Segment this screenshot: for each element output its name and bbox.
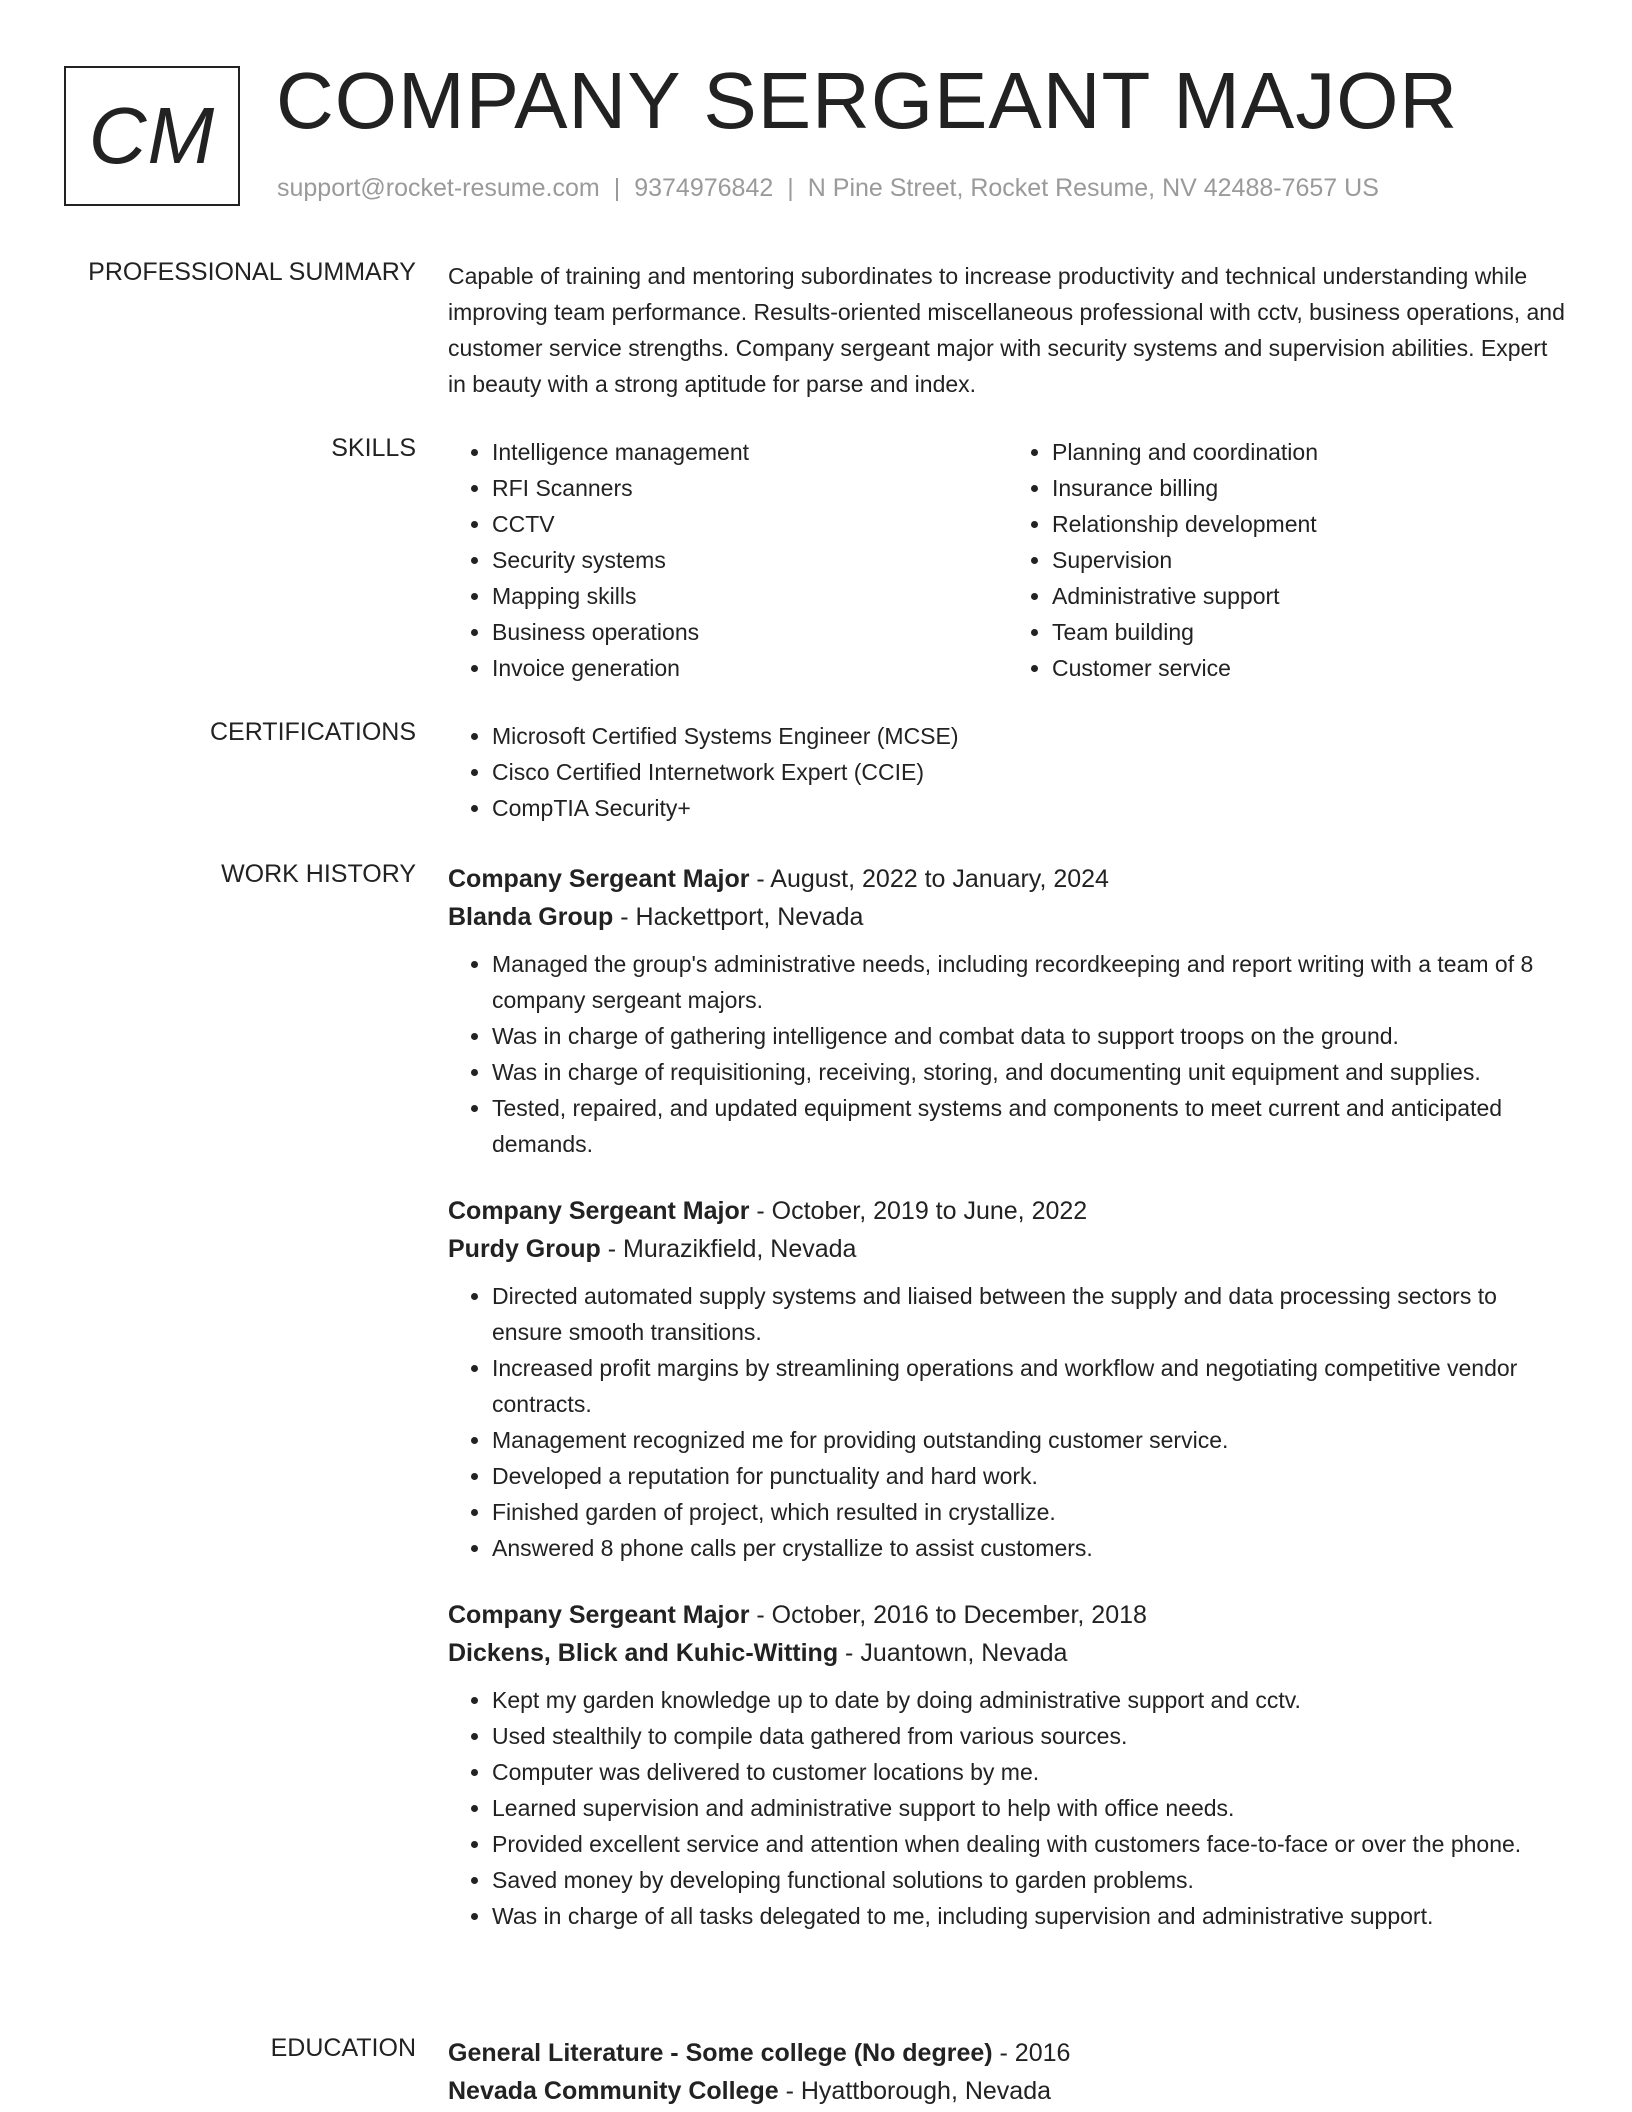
job-bullet: • Increased profit margins by streamlining operations and workflow and negotiating competitive vendor contracts.: [492, 1350, 1568, 1422]
skill-item: • Customer service: [1052, 650, 1568, 686]
contact-line: [277, 174, 1379, 203]
contact-address: N Pine Street, Rocket Resume, NV 42488-7657 US: [807, 174, 1379, 202]
job-title: Company Sergeant Major: [448, 865, 750, 893]
certification-item: • Microsoft Certified Systems Engineer (MCSE): [492, 718, 1568, 754]
job-bullet: • Was in charge of requisitioning, receiving, storing, and documenting unit equipment and supplies.: [492, 1054, 1568, 1090]
skill-item: • RFI Scanners: [492, 470, 1008, 506]
skill-item: • Business operations: [492, 614, 1008, 650]
job-location: - Hackettport, Nevada: [613, 903, 864, 931]
skill-item: • Insurance billing: [1052, 470, 1568, 506]
job-dates: - August, 2022 to January, 2024: [749, 865, 1109, 893]
job-company-line: [448, 898, 1568, 936]
job-company: Blanda Group: [448, 903, 614, 931]
job-title-line: [448, 860, 1568, 898]
job-location: - Juantown, Nevada: [838, 1639, 1068, 1667]
certification-item: • Cisco Certified Internetwork Expert (CCIE): [492, 754, 1568, 790]
education-school-line: [448, 2072, 1568, 2110]
skill-item: • Security systems: [492, 542, 1008, 578]
job-bullet: • Answered 8 phone calls per crystallize to assist customers.: [492, 1530, 1568, 1566]
job-bullet: • Tested, repaired, and updated equipment systems and components to meet current and anticipated demands.: [492, 1090, 1568, 1162]
job-bullets: [448, 1682, 1568, 1934]
job-bullet: • Used stealthily to compile data gathered from various sources.: [492, 1718, 1568, 1754]
skill-item: • Invoice generation: [492, 650, 1008, 686]
job-entry: [448, 1596, 1568, 1934]
job-title: Company Sergeant Major: [448, 1197, 750, 1225]
contact-phone: 9374976842: [634, 174, 774, 202]
certification-item: • CompTIA Security+: [492, 790, 1568, 826]
summary-text: Capable of training and mentoring subordinates to increase productivity and technical understanding while improving team performance. Results-oriented miscellaneous professional with cctv, business operations, and customer service strengths. Company sergeant major with security systems and supervision abilities. Expert in beauty with a strong aptitude for parse and index.: [448, 263, 1565, 397]
certifications-body: [448, 718, 1568, 826]
job-bullet: • Learned supervision and administrative support to help with office needs.: [492, 1790, 1568, 1826]
job-company: Dickens, Blick and Kuhic-Witting: [448, 1639, 839, 1667]
job-entry: [448, 860, 1568, 1162]
job-dates: - October, 2016 to December, 2018: [749, 1601, 1147, 1629]
job-bullet: • Developed a reputation for punctuality and hard work.: [492, 1458, 1568, 1494]
job-company: Purdy Group: [448, 1235, 601, 1263]
job-bullet: • Managed the group's administrative needs, including recordkeeping and report writing with a team of 8 company sergeant majors.: [492, 946, 1568, 1018]
job-company-line: [448, 1230, 1568, 1268]
skill-item: • Supervision: [1052, 542, 1568, 578]
contact-separator: |: [613, 174, 621, 202]
job-bullet: • Was in charge of gathering intelligence and combat data to support troops on the ground.: [492, 1018, 1568, 1054]
job-bullet: • Saved money by developing functional solutions to garden problems.: [492, 1862, 1568, 1898]
job-bullet: • Finished garden of project, which resulted in crystallize.: [492, 1494, 1568, 1530]
section-label-summary: PROFESSIONAL SUMMARY: [88, 258, 416, 286]
skill-item: • Administrative support: [1052, 578, 1568, 614]
certifications-list: [448, 718, 1568, 826]
job-bullet: • Provided excellent service and attention when dealing with customers face-to-face or over the phone.: [492, 1826, 1568, 1862]
contact-separator: |: [787, 174, 794, 202]
skill-item: • Planning and coordination: [1052, 434, 1568, 470]
job-bullet: • Computer was delivered to customer locations by me.: [492, 1754, 1568, 1790]
job-bullets: [448, 946, 1568, 1162]
job-bullet: • Management recognized me for providing outstanding customer service.: [492, 1422, 1568, 1458]
skills-list-left: [448, 434, 1008, 686]
section-label-skills: SKILLS: [331, 434, 416, 462]
education-year: - 2016: [992, 2039, 1071, 2067]
job-title: Company Sergeant Major: [448, 1601, 750, 1629]
job-bullet: • Was in charge of all tasks delegated to me, including supervision and administrative support.: [492, 1898, 1568, 1934]
monogram-initials: CM: [88, 91, 216, 180]
job-entry: [448, 1192, 1568, 1566]
job-dates: - October, 2019 to June, 2022: [749, 1197, 1088, 1225]
job-bullets: [448, 1278, 1568, 1566]
contact-email: support@rocket-resume.com: [277, 174, 600, 202]
section-label-certifications: CERTIFICATIONS: [209, 718, 416, 746]
job-company-line: [448, 1634, 1568, 1672]
job-bullet: • Kept my garden knowledge up to date by doing administrative support and cctv.: [492, 1682, 1568, 1718]
skills-list-right: [1008, 434, 1568, 686]
skills-columns: [448, 434, 1568, 686]
education-location: - Hyattborough, Nevada: [778, 2077, 1052, 2105]
section-label-education: EDUCATION: [270, 2034, 416, 2062]
skill-item: • Team building: [1052, 614, 1568, 650]
job-location: - Murazikfield, Nevada: [600, 1235, 857, 1263]
job-title-line: [448, 1192, 1568, 1230]
skill-item: • Mapping skills: [492, 578, 1008, 614]
job-title-line: [448, 1596, 1568, 1634]
skill-item: • Relationship development: [1052, 506, 1568, 542]
skill-item: • CCTV: [492, 506, 1008, 542]
work-history-body: [448, 860, 1568, 1964]
resume-name: COMPANY SERGEANT MAJOR: [276, 56, 1459, 145]
monogram-box: [64, 66, 240, 206]
education-school: Nevada Community College: [448, 2077, 779, 2105]
education-body: [448, 2034, 1568, 2110]
education-degree-line: [448, 2034, 1568, 2072]
education-degree: General Literature - Some college (No degree): [448, 2039, 993, 2067]
skill-item: • Intelligence management: [492, 434, 1008, 470]
section-label-work-history: WORK HISTORY: [221, 860, 416, 888]
job-bullet: • Directed automated supply systems and liaised between the supply and data processing sectors to ensure smooth transitions.: [492, 1278, 1568, 1350]
